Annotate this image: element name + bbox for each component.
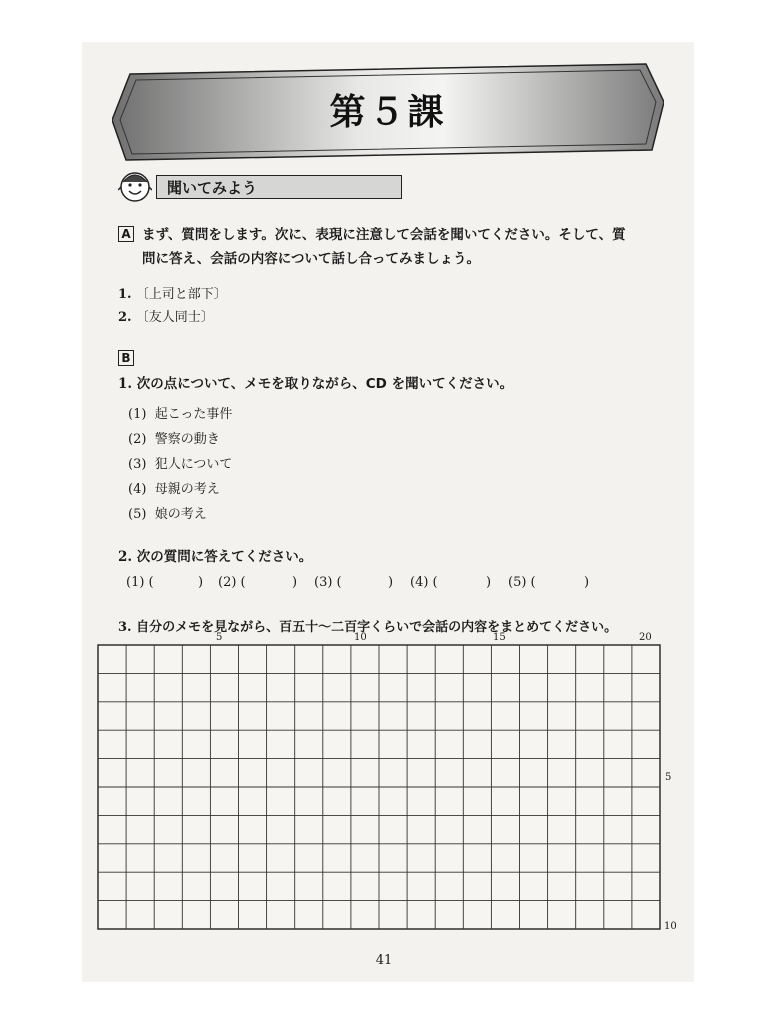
part-a-instruction-line2: 問に答え、会話の内容について話し合ってみましょう。 — [142, 251, 481, 267]
item-text: 〔上司と部下〕 — [135, 287, 227, 302]
point-4 — [128, 478, 220, 497]
question-text: 次の点について、メモを取りながら、CD を聞いてください。 — [136, 376, 514, 392]
grid-column-label-20: 20 — [639, 632, 652, 643]
point-text: 警察の動き — [154, 432, 220, 447]
part-b-question-2 — [118, 545, 312, 565]
point-number: (4) — [128, 482, 147, 497]
lesson-banner — [112, 62, 664, 162]
question-text: 自分のメモを見ながら、百五十～二百字くらいで会話の内容をまとめてください。 — [136, 620, 618, 635]
point-text: 娘の考え — [154, 507, 207, 522]
item-text: 〔友人同士〕 — [135, 310, 214, 325]
point-1 — [128, 403, 232, 422]
grid-row-label-5: 5 — [665, 772, 672, 783]
part-a-marker: A — [118, 226, 134, 242]
item-number: 2. — [118, 310, 132, 325]
answer-slot-2-open: (2) ( — [218, 575, 246, 590]
answer-slot-4-open: (4) ( — [410, 575, 438, 590]
answer-slot-5-open: (5) ( — [508, 575, 536, 590]
part-a-item-1 — [118, 283, 227, 302]
point-number: (3) — [128, 457, 147, 472]
question-text: 次の質問に答えてください。 — [136, 549, 313, 565]
item-number: 1. — [118, 287, 132, 302]
point-3 — [128, 453, 232, 472]
question-number: 3. — [118, 620, 132, 635]
part-a-item-2 — [118, 306, 214, 325]
point-text: 母親の考え — [154, 482, 220, 497]
point-number: (2) — [128, 432, 147, 447]
point-number: (1) — [128, 407, 147, 422]
part-b-question-1 — [118, 372, 513, 392]
lesson-title: 第５課 — [329, 92, 447, 133]
section-heading: 聞いてみよう — [156, 175, 402, 199]
answer-slot-3-close: ) — [388, 575, 394, 590]
grid-column-label-10: 10 — [354, 632, 367, 643]
point-number: (5) — [128, 507, 147, 522]
answer-slot-5-close: ) — [584, 575, 590, 590]
point-2 — [128, 428, 220, 447]
grid-column-label-5: 5 — [216, 632, 223, 643]
grid-column-label-15: 15 — [493, 632, 506, 643]
point-5 — [128, 503, 207, 522]
part-b-marker: B — [118, 350, 134, 366]
writing-grid[interactable] — [96, 644, 662, 930]
answer-slot-1-close: ) — [198, 575, 204, 590]
page-number: 41 — [375, 953, 393, 968]
point-text: 犯人について — [154, 457, 233, 472]
grid-row-label-10: 10 — [664, 921, 677, 932]
point-text: 起こった事件 — [154, 407, 233, 422]
answer-slot-4-close: ) — [486, 575, 492, 590]
question-number: 2. — [118, 549, 133, 565]
part-a-instruction-line1: まず、質問をします。次に、表現に注意して会話を聞いてください。そして、質 — [142, 227, 626, 243]
smiling-face-icon — [118, 170, 152, 204]
answer-slot-3-open: (3) ( — [314, 575, 342, 590]
question-number: 1. — [118, 376, 133, 392]
answer-slot-1-open: (1) ( — [126, 575, 154, 590]
part-b-question-3 — [118, 616, 617, 635]
answer-slot-2-close: ) — [292, 575, 298, 590]
